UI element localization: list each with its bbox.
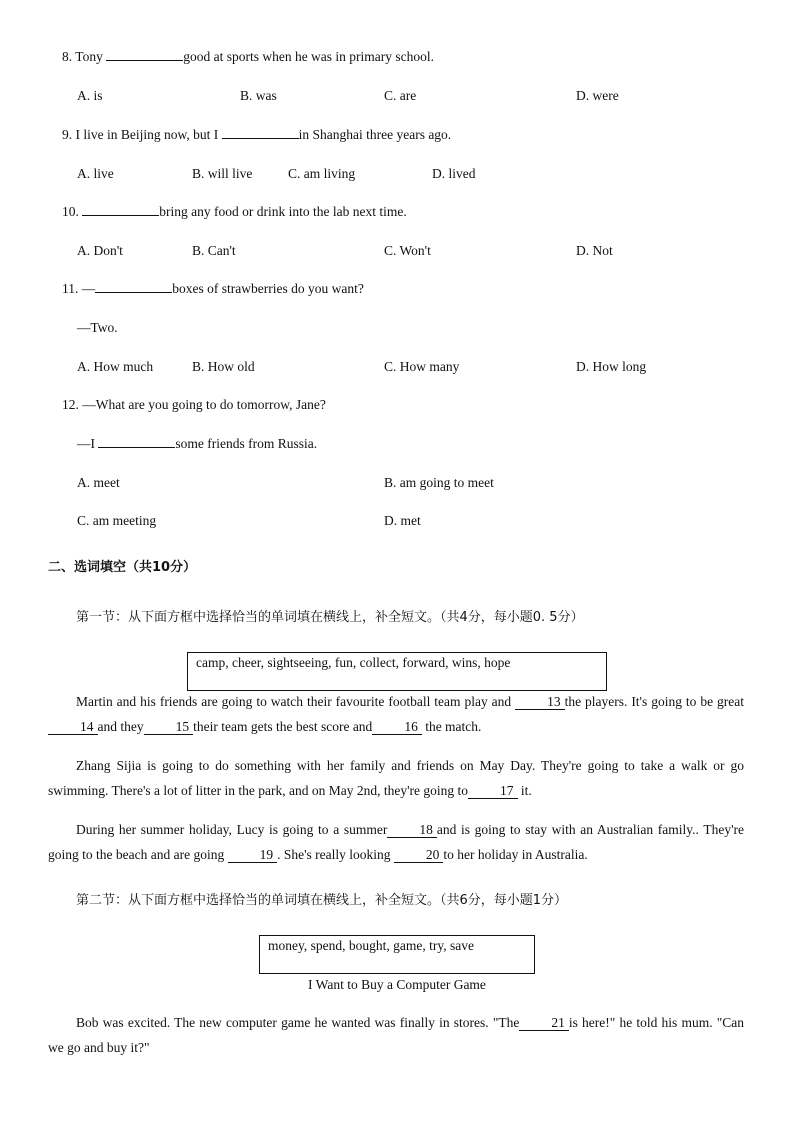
question-number: 10. — [62, 204, 79, 219]
stem-text: bring any food or drink into the lab next time. — [159, 204, 407, 219]
word-box-2 — [259, 935, 535, 974]
passage-text: . She's really looking — [277, 847, 394, 862]
option-c[interactable]: C. How many — [384, 359, 460, 374]
passage-text: to her holiday in Australia. — [443, 847, 588, 862]
blank-16[interactable]: 16 — [372, 720, 422, 735]
passage-text: it. — [517, 783, 532, 798]
answer-blank[interactable] — [95, 292, 172, 293]
stem-text: —I — [77, 436, 99, 451]
option-c[interactable]: C. am meeting — [77, 513, 157, 528]
question-number: 9. — [62, 127, 73, 142]
passage-text: and they — [97, 719, 144, 734]
option-c[interactable]: C. Won't — [384, 243, 431, 258]
option-b[interactable]: B. How old — [192, 359, 255, 374]
word-box-1 — [187, 652, 607, 691]
passage-text: their team gets the best score and — [193, 719, 373, 734]
option-a[interactable]: A. is — [77, 88, 103, 103]
passage-bob — [48, 1010, 744, 1060]
answer-blank[interactable] — [106, 60, 183, 61]
word-list: camp, cheer, sightseeing, fun, collect, forward, wins, hope — [196, 655, 511, 670]
passage-text: Bob was excited. The new computer game he wanted was finally in stores. "The — [76, 1015, 520, 1030]
option-d[interactable]: D. How long — [576, 359, 647, 374]
option-d[interactable]: D. Not — [576, 243, 613, 258]
question-12-line2 — [77, 436, 317, 452]
option-a[interactable]: A. meet — [77, 475, 120, 490]
passage-text: and is going to stay with an Australian family.. They're going to the beach and are going — [48, 822, 744, 862]
option-c[interactable]: C. am living — [288, 166, 356, 181]
dialog-reply: —Two. — [77, 320, 118, 335]
blank-18[interactable]: 18 — [387, 823, 437, 838]
question-number: 8. — [62, 49, 73, 64]
blank-14[interactable]: 14 — [48, 720, 98, 735]
passage-zhang — [48, 753, 744, 803]
answer-blank[interactable] — [82, 215, 159, 216]
passage-text: During her summer holiday, Lucy is going to a summer — [76, 822, 388, 837]
passage-martin — [48, 689, 744, 739]
part2-instruction: 第二节：从下面方框中选择恰当的单词填在横线上，补全短文。（共6分，每小题1分） — [76, 893, 568, 908]
stem-text: in Shanghai three years ago. — [298, 127, 452, 142]
stem-text: —What are you going to do tomorrow, Jane? — [82, 397, 326, 412]
question-number: 12. — [62, 397, 79, 412]
question-number: 11. — [62, 281, 79, 296]
question-8-stem — [62, 49, 434, 65]
option-b[interactable]: B. am going to meet — [384, 475, 494, 490]
blank-21[interactable]: 21 — [519, 1016, 569, 1031]
stem-text: Tony — [75, 49, 107, 64]
question-9-stem — [62, 127, 451, 143]
word-list: money, spend, bought, game, try, save — [268, 938, 474, 953]
option-a[interactable]: A. Don't — [77, 243, 123, 258]
passage-text: the match. — [421, 719, 482, 734]
passage-text: Martin and his friends are going to watch their favourite football team play and — [76, 694, 516, 709]
blank-20[interactable]: 20 — [394, 848, 444, 863]
option-c[interactable]: C. are — [384, 88, 417, 103]
passage-text: Zhang Sijia is going to do something with her family and friends on May Day. They're going to take a walk or go swimming. There's a lot of litter in the park, and on May 2nd, they're going to — [48, 758, 744, 798]
passage-title: I Want to Buy a Computer Game — [308, 977, 486, 992]
question-10-stem — [62, 204, 407, 220]
blank-19[interactable]: 19 — [228, 848, 278, 863]
part1-instruction: 第一节：从下面方框中选择恰当的单词填在横线上，补全短文。（共4分，每小题0. 5分） — [76, 610, 584, 625]
section-heading: 二、选词填空（共10分） — [48, 560, 197, 575]
blank-13[interactable]: 13 — [515, 695, 565, 710]
option-d[interactable]: D. lived — [432, 166, 476, 181]
stem-text: — — [81, 281, 96, 296]
blank-17[interactable]: 17 — [468, 784, 518, 799]
passage-text: the players. It's going to be great — [564, 694, 744, 709]
passage-lucy — [48, 817, 744, 867]
stem-text: some friends from Russia. — [175, 436, 318, 451]
option-b[interactable]: B. will live — [192, 166, 253, 181]
stem-text: boxes of strawberries do you want? — [172, 281, 364, 296]
option-a[interactable]: A. How much — [77, 359, 154, 374]
answer-blank[interactable] — [98, 447, 175, 448]
question-12-stem — [62, 397, 326, 413]
option-a[interactable]: A. live — [77, 166, 114, 181]
option-d[interactable]: D. met — [384, 513, 421, 528]
answer-blank[interactable] — [222, 138, 299, 139]
stem-text: I live in Beijing now, but I — [75, 127, 222, 142]
passage-text: is here!" he told his mum. "Can we go and buy it?" — [48, 1015, 745, 1055]
option-b[interactable]: B. was — [240, 88, 277, 103]
option-d[interactable]: D. were — [576, 88, 619, 103]
question-11-stem — [62, 281, 364, 297]
option-b[interactable]: B. Can't — [192, 243, 236, 258]
stem-text: good at sports when he was in primary school. — [183, 49, 435, 64]
blank-15[interactable]: 15 — [144, 720, 194, 735]
